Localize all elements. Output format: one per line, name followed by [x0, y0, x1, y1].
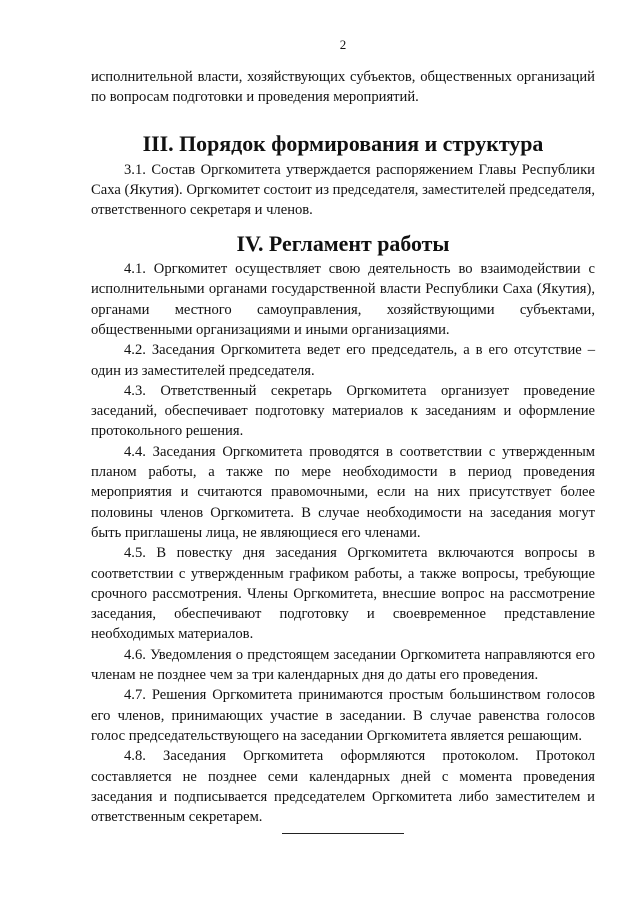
intro-paragraph: исполнительной власти, хозяйствующих субъектов, общественных организаций по вопросам подготовки и проведения мероприятий. [91, 69, 595, 106]
paragraph-4-6: 4.6. Уведомления о предстоящем заседании Оргкомитета направляются его членам не позднее чем за три календарных дня до даты его проведения. [91, 646, 595, 684]
paragraph-4-5: 4.5. В повестку дня заседания Оргкомитета включаются вопросы в соответствии с утвержденным графиком работы, а также вопросы, требующие срочного рассмотрения. Члены Оргкомитета, внесшие вопрос на рассмотрение заседания, обеспечивают подготовку и своевременное представление необходимых материалов. [91, 545, 595, 643]
section-4-heading: IV. Регламент работы [236, 230, 450, 256]
document-body [91, 67, 595, 827]
paragraph-4-1: 4.1. Оргкомитет осуществляет свою деятельность во взаимодействии с исполнительными органами государственной власти Республики Саха (Якутия), органами местного самоуправления, хозяйствующими субъектами, общественными организациями и иными организациями. [91, 261, 595, 338]
page-number: 2 [339, 37, 347, 52]
section-3-heading: III. Порядок формирования и структура [142, 130, 544, 156]
end-divider [282, 833, 404, 834]
paragraph-4-2: 4.2. Заседания Оргкомитета ведет его председатель, а в его отсутствие – один из заместителей председателя. [91, 342, 595, 379]
paragraph-4-4: 4.4. Заседания Оргкомитета проводятся в соответствии с утвержденным планом работы, а также по мере необходимости в период проведения мероприятия и считаются правомочными, если на них присутствует более половины членов Оргкомитета. В случае необходимости на заседания могут быть приглашены лица, не являющиеся его членами. [91, 443, 595, 541]
paragraph-4-7: 4.7. Решения Оргкомитета принимаются простым большинством голосов его членов, принимающих участие в заседании. В случае равенства голосов голос председательствующего на заседании Оргкомитета является решающим. [91, 687, 595, 744]
paragraph-4-3: 4.3. Ответственный секретарь Оргкомитета организует проведение заседаний, обеспечивает подготовку материалов к заседаниям и оформление протокольного решения. [91, 382, 595, 440]
paragraph-3-1: 3.1. Состав Оргкомитета утверждается распоряжением Главы Республики Саха (Якутия). Оргкомитет состоит из председателя, заместителей председателя, ответственного секретаря и членов. [91, 161, 595, 219]
paragraph-4-8: 4.8. Заседания Оргкомитета оформляются протоколом. Протокол составляется не позднее семи календарных дней с момента проведения заседания и подписывается председателем Оргкомитета либо заместителем и ответственным секретарем. [91, 748, 595, 826]
